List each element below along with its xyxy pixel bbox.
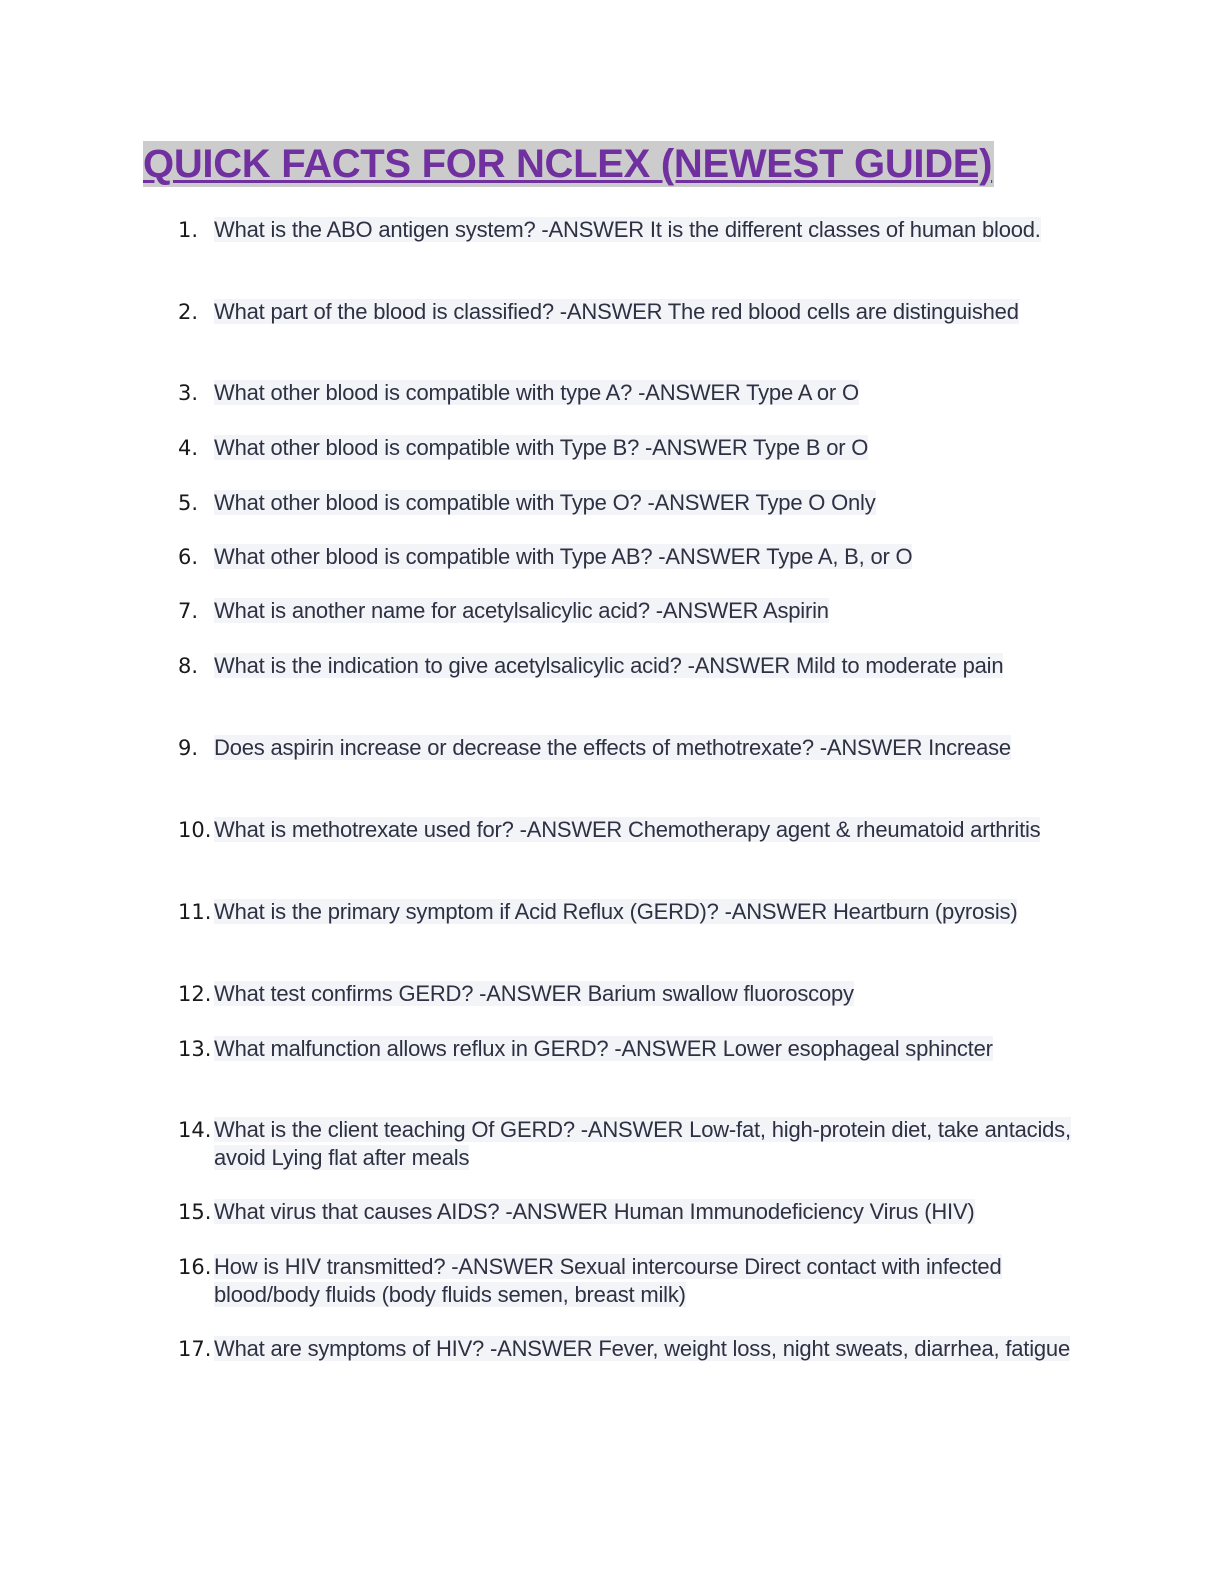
item-text: What part of the blood is classified? -ANSWER The red blood cells are distinguished: [214, 299, 1019, 324]
item-number: 16.: [178, 1255, 212, 1279]
item-text: What is methotrexate used for? -ANSWER Chemotherapy agent & rheumatoid arthritis: [214, 817, 1041, 842]
item-number: 5.: [178, 491, 199, 515]
item-number: 7.: [178, 599, 199, 623]
item-text: What is the primary symptom if Acid Reflux (GERD)? -ANSWER Heartburn (pyrosis): [214, 899, 1018, 924]
item-number: 2.: [178, 300, 199, 324]
item-text: What other blood is compatible with Type B? -ANSWER Type B or O: [214, 435, 869, 460]
item-number: 3.: [178, 381, 199, 405]
item-text: What other blood is compatible with Type O? -ANSWER Type O Only: [214, 490, 876, 515]
item-number: 4.: [178, 436, 199, 460]
item-text: What malfunction allows reflux in GERD? -ANSWER Lower esophageal sphincter: [214, 1036, 993, 1061]
item-text: What virus that causes AIDS? -ANSWER Human Immunodeficiency Virus (HIV): [214, 1199, 975, 1224]
item-number: 6.: [178, 545, 199, 569]
item-number: 8.: [178, 654, 199, 678]
item-number: 13.: [178, 1037, 212, 1061]
item-number: 12.: [178, 982, 212, 1006]
item-text: What test confirms GERD? -ANSWER Barium swallow fluoroscopy: [214, 981, 854, 1006]
item-text: What are symptoms of HIV? -ANSWER Fever, weight loss, night sweats, diarrhea, fatigue: [214, 1336, 1071, 1361]
item-number: 15.: [178, 1200, 212, 1224]
item-text: What is the client teaching Of GERD? -ANSWER Low-fat, high-protein diet, take antacids, avoid Lying flat after meals: [214, 1117, 1071, 1170]
document-title: QUICK FACTS FOR NCLEX (NEWEST GUIDE): [143, 142, 993, 186]
item-text: How is HIV transmitted? -ANSWER Sexual intercourse Direct contact with infected blood/body fluids (body fluids semen, breast milk): [214, 1254, 1002, 1307]
item-number: 10.: [178, 818, 212, 842]
item-text: Does aspirin increase or decrease the effects of methotrexate? -ANSWER Increase: [214, 735, 1011, 760]
item-number: 9.: [178, 736, 199, 760]
item-number: 1.: [178, 218, 199, 242]
item-text: What other blood is compatible with Type AB? -ANSWER Type A, B, or O: [214, 544, 913, 569]
item-text: What is the ABO antigen system? -ANSWER It is the different classes of human blood.: [214, 217, 1041, 242]
item-text: What is the indication to give acetylsalicylic acid? -ANSWER Mild to moderate pain: [214, 653, 1004, 678]
item-text: What other blood is compatible with type A? -ANSWER Type A or O: [214, 380, 859, 405]
item-text: What is another name for acetylsalicylic acid? -ANSWER Aspirin: [214, 598, 829, 623]
item-number: 11.: [178, 900, 212, 924]
item-number: 14.: [178, 1118, 212, 1142]
item-number: 17.: [178, 1337, 212, 1361]
